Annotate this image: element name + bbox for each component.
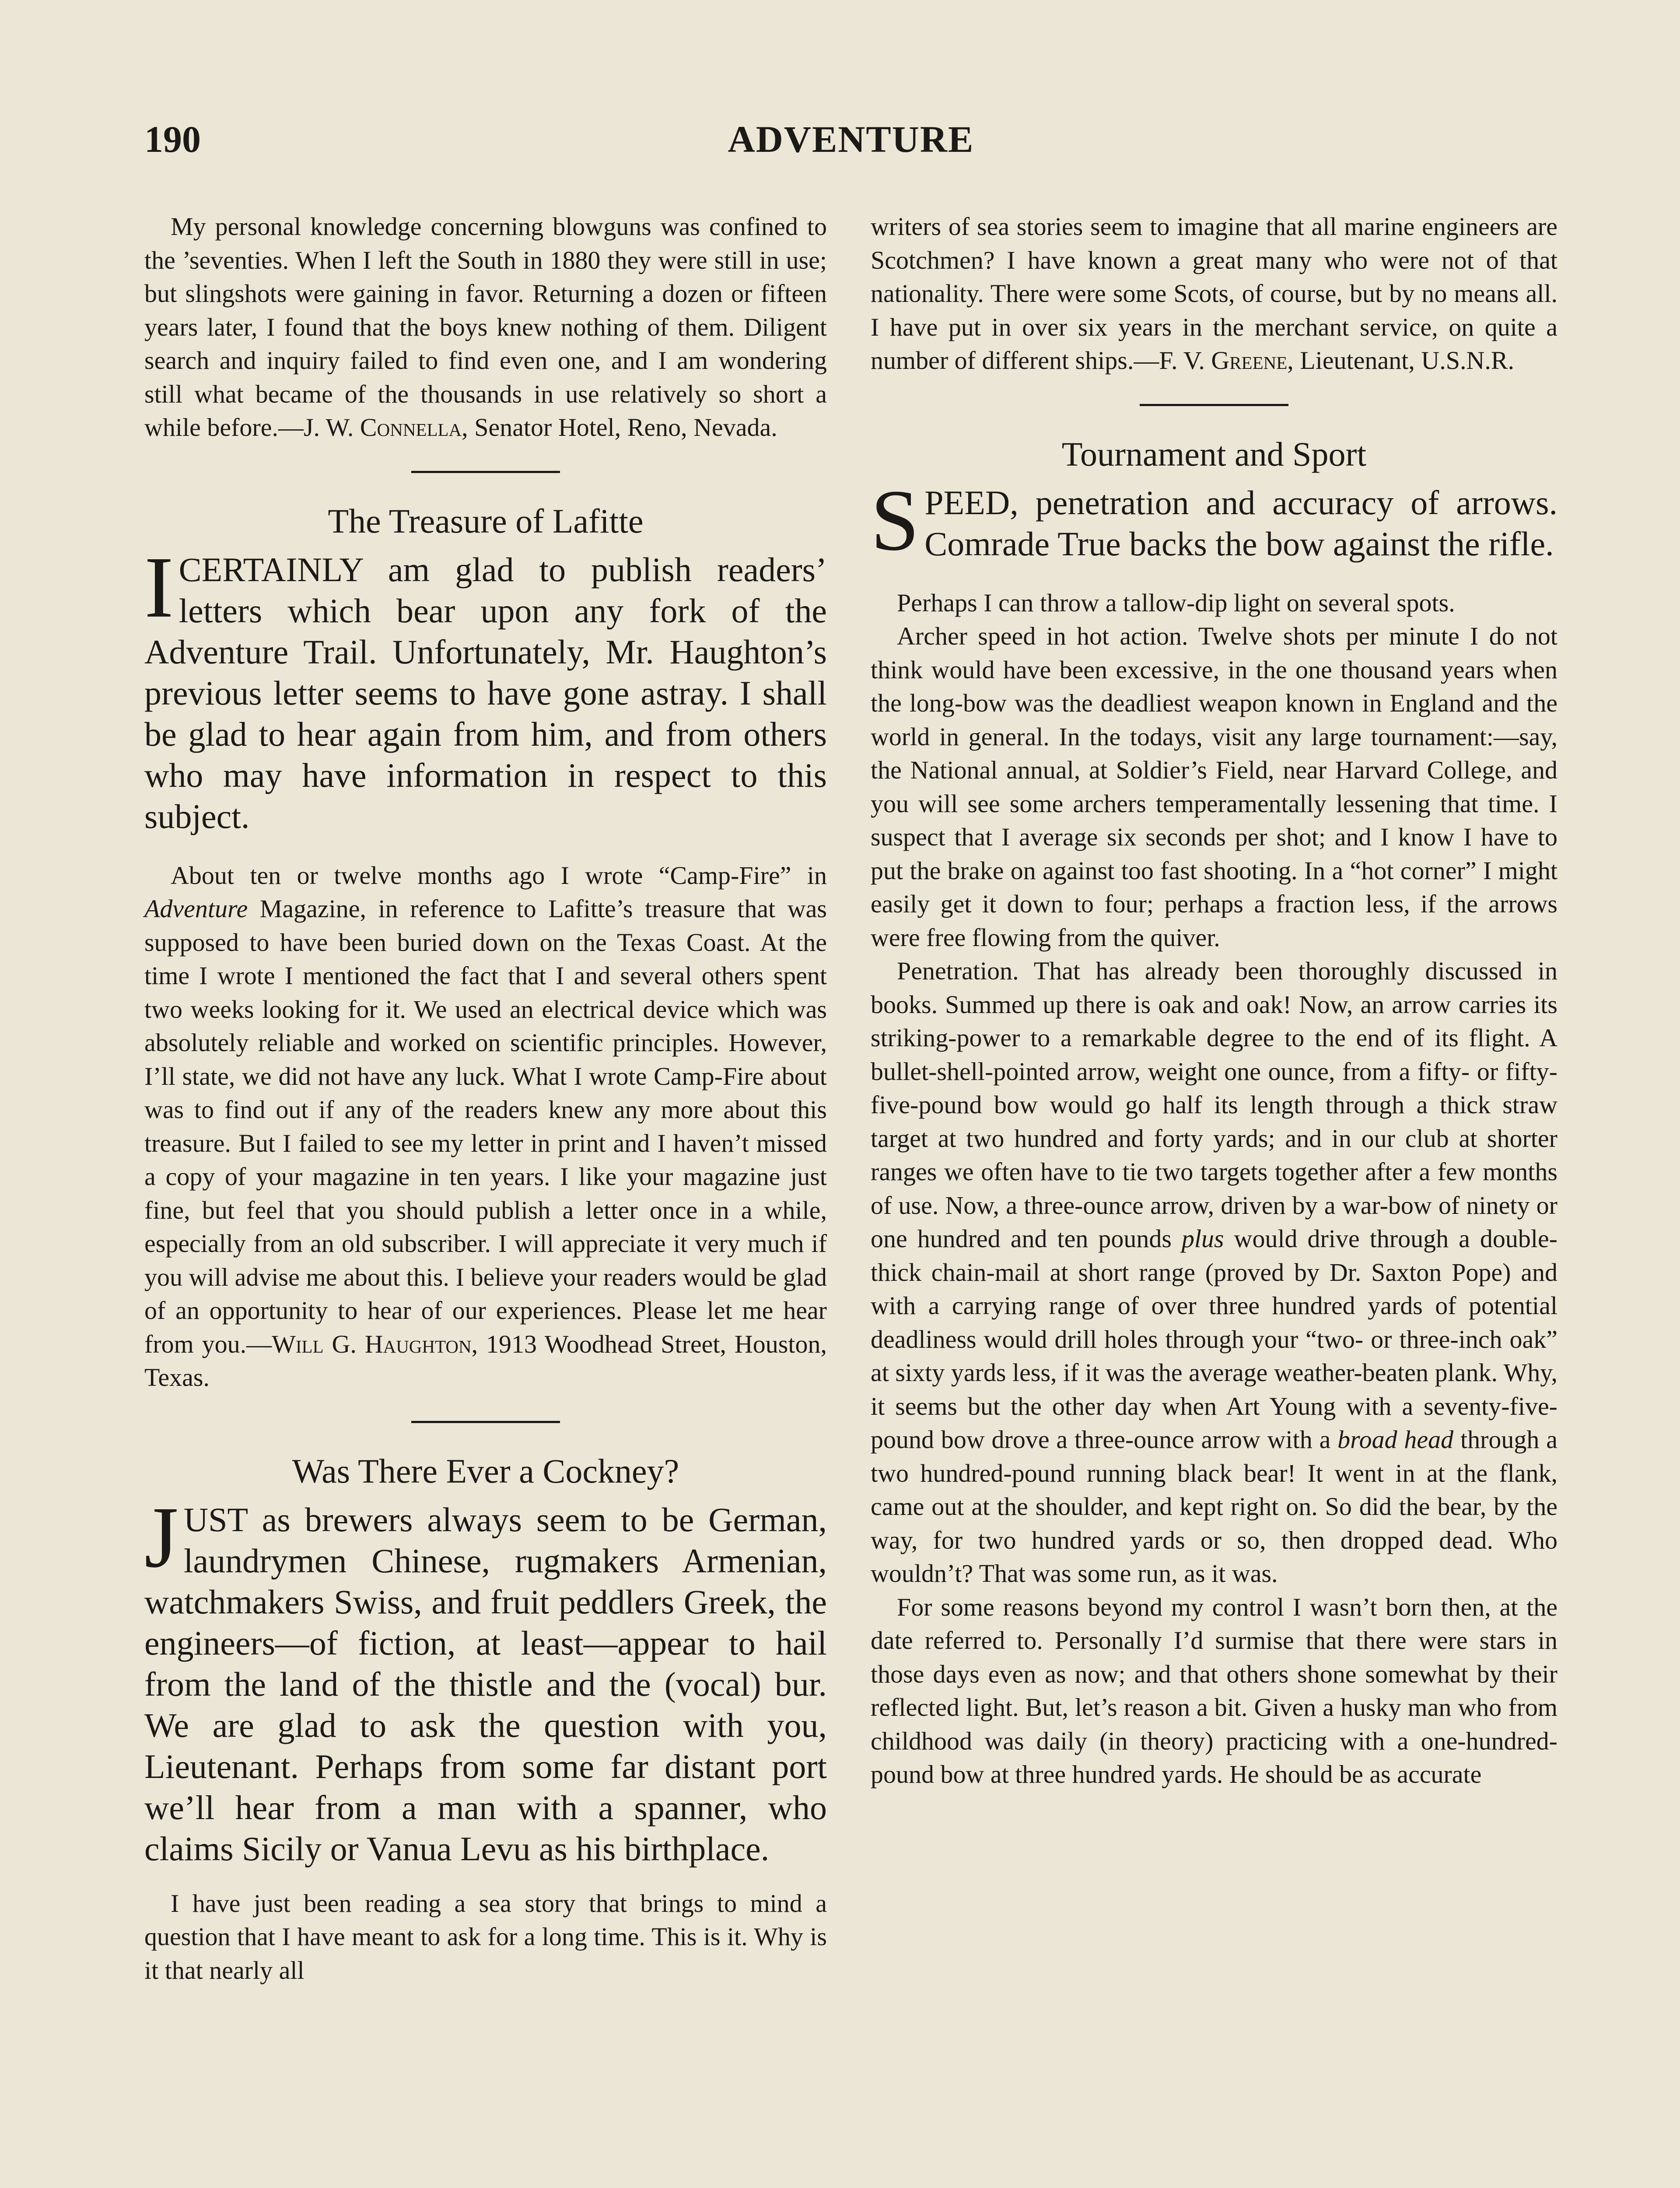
archery-paragraph-penetration [871, 954, 1558, 1591]
page-number: 190 [144, 118, 201, 160]
page-header [144, 117, 1558, 170]
blowguns-letter [144, 210, 827, 445]
heading-treasure-of-lafitte: The Treasure of Lafitte [328, 501, 644, 540]
right-column [871, 210, 1558, 1792]
signature-connella: J. W. Connella, [303, 413, 468, 442]
section-divider [1140, 404, 1288, 406]
signature-greene-title: Lieutenant, U.S.N.R. [1293, 346, 1515, 375]
speed-intro-text: PEED, penetration and accuracy of arrows. Comrade True backs the bow against the rifle. [924, 483, 1558, 563]
haughton-text-a: About ten or twelve months ago I wrote “Camp-Fire” in [171, 861, 827, 890]
signature-greene: Greene, [1211, 346, 1294, 375]
drop-cap-i: I [144, 539, 174, 636]
signature-haughton-address: 1913 Woodhead Street, Houston, Texas. [144, 1329, 827, 1392]
section-divider [411, 1421, 560, 1423]
speed-intro [871, 472, 1558, 569]
signature-haughton: Will G. Haughton, [272, 1329, 478, 1358]
drop-cap-j: J [144, 1489, 178, 1586]
penetration-text-b: would drive through a double-thick chain-mail at short range (proved by Dr. Saxton Pope) and with a carrying range of over three hundred yards of potential deadliness would drill holes through your “two- or three-inch oak” at sixty yards less, if it was the average weather-beaten plank. Why, it seems but the other day when Art Young with a seventy-five-pound bow drove a three-ounce arrow with a [871, 1224, 1558, 1454]
lafitte-intro [144, 539, 827, 837]
archery-paragraph-1: Perhaps I can throw a tallow-dip light on several spots. [897, 588, 1455, 617]
greene-letter-continued [871, 210, 1558, 378]
haughton-italic-adventure: Adventure [144, 894, 248, 923]
left-column [144, 210, 827, 1987]
blowguns-text: My personal knowledge concerning blowguns was confined to the ’seventies. When I left the South in 1880 they were still in use; but slingshots were gaining in favor. Returning a dozen or fifteen years later, I found that the boys knew nothing of them. Diligent search and inquiry failed to find even one, and I am wondering still what became of the thousands in use relatively so short a while before.— [144, 212, 827, 442]
greene-letter-start: I have just been reading a sea story that brings to mind a question that I have meant to ask for a long time. This is it. Why is it that nearly all [144, 1889, 827, 1985]
section-divider [411, 471, 560, 473]
drop-cap-s: S [871, 472, 920, 569]
penetration-text-c: through a two hundred-pound running black bear! It went in at the flank, came out at the shoulder, and kept right on. So did the bear, by the way, for two hundred yards or so, then dropped dead. Who wouldn’t? That was some run, as it was. [871, 1425, 1558, 1588]
penetration-italic-plus: plus [1181, 1224, 1224, 1253]
greene-text: writers of sea stories seem to imagine that all marine engineers are Scotchmen? I have known a great many who were not of that nationality. There were some Scots, of course, but by no means all. I have put in over six years in the merchant service, on quite a number of different ships.—F. V. [871, 212, 1558, 375]
archery-paragraph-accuracy: For some reasons beyond my control I wasn’t born then, at the date referred to. Personally I’d surmise that there were stars in those days even as now; and that others shone somewhat by their reflected light. But, let’s reason a bit. Given a husky man who from childhood was daily (in theory) practicing with a one-hundred-pound bow at three hundred yards. He should be as accurate [871, 1592, 1558, 1788]
cockney-intro-text: UST as brewers always seem to be German, laundrymen Chinese, rugmakers Armenian, watchmakers Swiss, and fruit peddlers Greek, the engineers—of fiction, at least—appear to hail from the land of the thistle and the (vocal) bur. We are glad to ask the question with you, Lieutenant. Perhaps from some far distant port we’ll hear from a man with a spanner, who claims Sicily or Vanua Levu as his birthplace. [144, 1500, 827, 1868]
penetration-italic-broad-head: broad head [1337, 1425, 1454, 1454]
lafitte-intro-text: CERTAINLY am glad to publish readers’ letters which bear upon any fork of the Adventure Trail. Unfortunately, Mr. Haughton’s previous letter seems to have gone astray. I shall be glad to hear again from him, and from others who may have information in respect to this subject. [144, 550, 827, 835]
signature-connella-address: Senator Hotel, Reno, Nevada. [468, 413, 777, 442]
heading-cockney: Was There Ever a Cockney? [292, 1452, 679, 1490]
haughton-text-b: Magazine, in reference to Lafitte’s treasure that was supposed to have been buried down on the Texas Coast. At the time I wrote I mentioned the fact that I and several others spent two weeks looking for it. We used an electrical device which was absolutely reliable and worked on scientific principles. However, I’ll state, we did not have any luck. What I wrote Camp-Fire about was to find out if any of the readers knew any more about this treasure. But I failed to see my letter in print and I haven’t missed a copy of your magazine in ten years. I like your magazine just fine, but feel that you should publish a letter once in a while, especially from an old subscriber. I will appreciate it very much if you will advise me about this. I believe your readers would be glad of an opportunity to hear of our experiences. Please let me hear from you.— [144, 894, 827, 1358]
haughton-letter [144, 859, 827, 1395]
magazine-title: ADVENTURE [728, 118, 974, 160]
archery-paragraph-speed: Archer speed in hot action. Twelve shots per minute I do not think would have been excessive, in the one thousand years when the long-bow was the deadliest weapon known in England and the world in general. In the todays, visit any large tournament:—say, the National annual, at Soldier’s Field, near Harvard College, and you will see some archers temperamentally lessening that time. I suspect that I average six seconds per shot; and I know I have to put the brake on against too fast shooting. In a “hot corner” I might easily get it down to four; perhaps a fraction less, if the arrows were free flowing from the quiver. [871, 622, 1558, 952]
penetration-text-a: Penetration. That has already been thoroughly discussed in books. Summed up there is oak and oak! Now, an arrow carries its striking-power to a remarkable degree to the end of its flight. A bullet-shell-pointed arrow, weight one ounce, from a fifty- or fifty-five-pound bow would go half its length through a thick straw target at two hundred and forty yards; and in our club at shorter ranges we often have to tie two targets together after a few months of use. Now, a three-ounce arrow, driven by a war-bow of ninety or one hundred and ten pounds [871, 957, 1558, 1253]
heading-tournament-and-sport: Tournament and Sport [1061, 435, 1367, 473]
cockney-intro [144, 1489, 827, 1869]
